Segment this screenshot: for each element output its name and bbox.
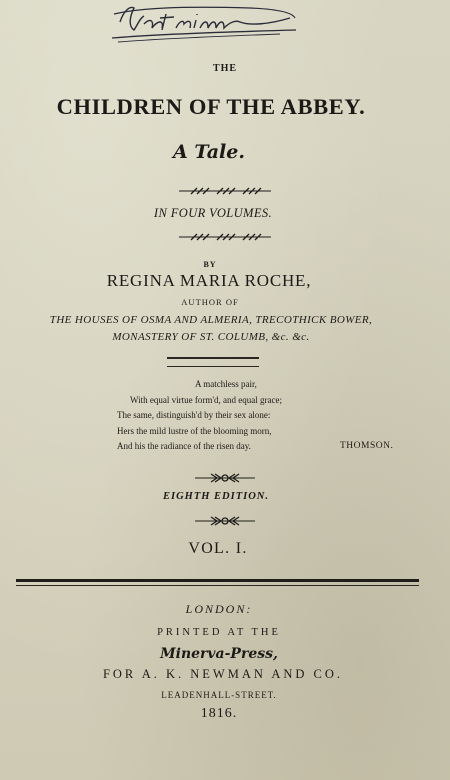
author-of-label: AUTHOR OF bbox=[181, 297, 239, 307]
author-name: REGINA MARIA ROCHE, bbox=[106, 271, 312, 290]
imprint-rule-thick bbox=[16, 579, 419, 582]
ornament-rule-top bbox=[0, 184, 450, 196]
by-line: BY bbox=[203, 260, 217, 269]
volumes-line: IN FOUR VOLUMES. bbox=[153, 206, 273, 220]
previous-works-line-1: THE HOUSES OF OSMA AND ALMERIA, TRECOTHICK BOWER, bbox=[49, 314, 373, 326]
edition-line: EIGHTH EDITION. bbox=[162, 491, 269, 502]
epigraph-line: And his the radiance of the risen day. bbox=[117, 441, 251, 451]
ornament-fleuron-top bbox=[0, 471, 450, 483]
imprint-street: LEADENHALL-STREET. bbox=[161, 690, 277, 700]
double-rule bbox=[167, 357, 259, 367]
epigraph-line: A matchless pair, bbox=[195, 379, 257, 389]
imprint-press: Minerva-Press, bbox=[160, 646, 278, 662]
epigraph-attribution: THOMSON. bbox=[340, 441, 394, 451]
ornament-fleuron-bottom bbox=[0, 514, 450, 526]
title-prefix: THE bbox=[212, 63, 238, 74]
epigraph-line: With equal virtue form'd, and equal grace; bbox=[130, 394, 282, 405]
handwritten-signature bbox=[100, 0, 300, 46]
imprint-publisher: FOR A. K. NEWMAN AND CO. bbox=[102, 667, 344, 681]
volume-number: VOL. I. bbox=[188, 540, 248, 557]
imprint-city: LONDON: bbox=[185, 602, 253, 616]
previous-works-line-2: MONASTERY OF ST. COLUMB, &c. &c. bbox=[112, 331, 310, 343]
imprint-printed-at: PRINTED AT THE bbox=[157, 627, 281, 638]
epigraph-line: Hers the mild lustre of the blooming morn, bbox=[117, 425, 272, 436]
book-title: CHILDREN OF THE ABBEY. bbox=[56, 94, 366, 119]
imprint-rule-thin bbox=[16, 585, 419, 586]
ornament-rule-bottom bbox=[0, 230, 450, 242]
imprint-year: 1816. bbox=[200, 706, 238, 721]
book-subtitle: A Tale. bbox=[173, 141, 245, 163]
epigraph-line: The same, distinguish'd by their sex alone: bbox=[117, 410, 271, 420]
